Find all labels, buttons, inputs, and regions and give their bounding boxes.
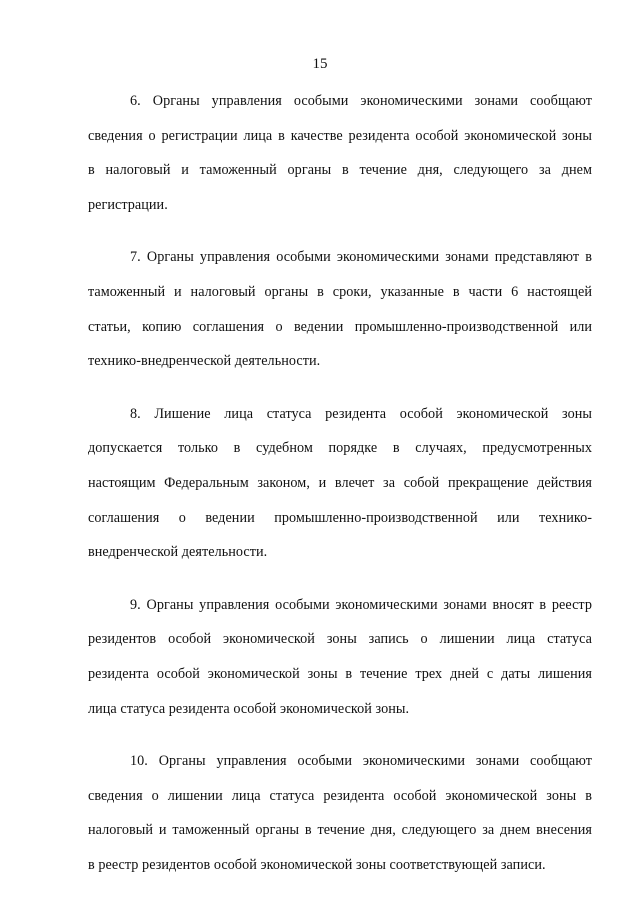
paragraph-line: 9. Органы управления особыми экономическими зонами вносят в реестр — [130, 596, 592, 613]
paragraph-line: в реестр резидентов особой экономической зоны соответствующей записи. — [88, 856, 546, 873]
paragraph-6 — [88, 84, 592, 222]
paragraph-line: сведения о лишении лица статуса резидента особой экономической зоны в — [88, 787, 592, 804]
document-body — [88, 84, 592, 900]
paragraph-line: настоящим Федеральным законом, и влечет за собой прекращение действия — [88, 474, 592, 491]
page-number: 15 — [312, 56, 328, 72]
paragraph-line: в налоговый и таможенный органы в течение дня, следующего за днем — [88, 162, 592, 179]
paragraph-line: 8. Лишение лица статуса резидента особой экономической зоны — [130, 405, 592, 422]
paragraph-7 — [88, 240, 592, 378]
paragraph-line: допускается только в судебном порядке в случаях, предусмотренных — [88, 440, 592, 457]
paragraph-line: 10. Органы управления особыми экономическими зонами сообщают — [130, 753, 592, 770]
paragraph-line: регистрации. — [88, 196, 168, 213]
paragraph-line: резидента особой экономической зоны в течение трех дней с даты лишения — [88, 665, 592, 682]
paragraph-line: внедренческой деятельности. — [88, 544, 268, 561]
paragraph-line: 7. Органы управления особыми экономическими зонами представляют в — [130, 249, 592, 266]
paragraph-line: налоговый и таможенный органы в течение дня, следующего за днем внесения — [88, 822, 592, 839]
paragraph-line: сведения о регистрации лица в качестве резидента особой экономической зоны — [88, 127, 592, 144]
paragraph-line: статьи, копию соглашения о ведении промышленно-производственной или — [88, 318, 592, 335]
paragraph-10 — [88, 744, 592, 882]
paragraph-line: технико-внедренческой деятельности. — [88, 353, 321, 370]
paragraph-line: 6. Органы управления особыми экономическими зонами сообщают — [130, 93, 592, 109]
paragraph-line: лица статуса резидента особой экономической зоны. — [88, 700, 410, 717]
paragraph-line: таможенный и налоговый органы в сроки, указанные в части 6 настоящей — [88, 283, 592, 300]
paragraph-line: резидентов особой экономической зоны запись о лишении лица статуса — [88, 631, 592, 648]
paragraph-line: соглашения о ведении промышленно-производственной или технико- — [88, 509, 592, 526]
paragraph-9 — [88, 588, 592, 726]
paragraph-8 — [88, 397, 592, 570]
